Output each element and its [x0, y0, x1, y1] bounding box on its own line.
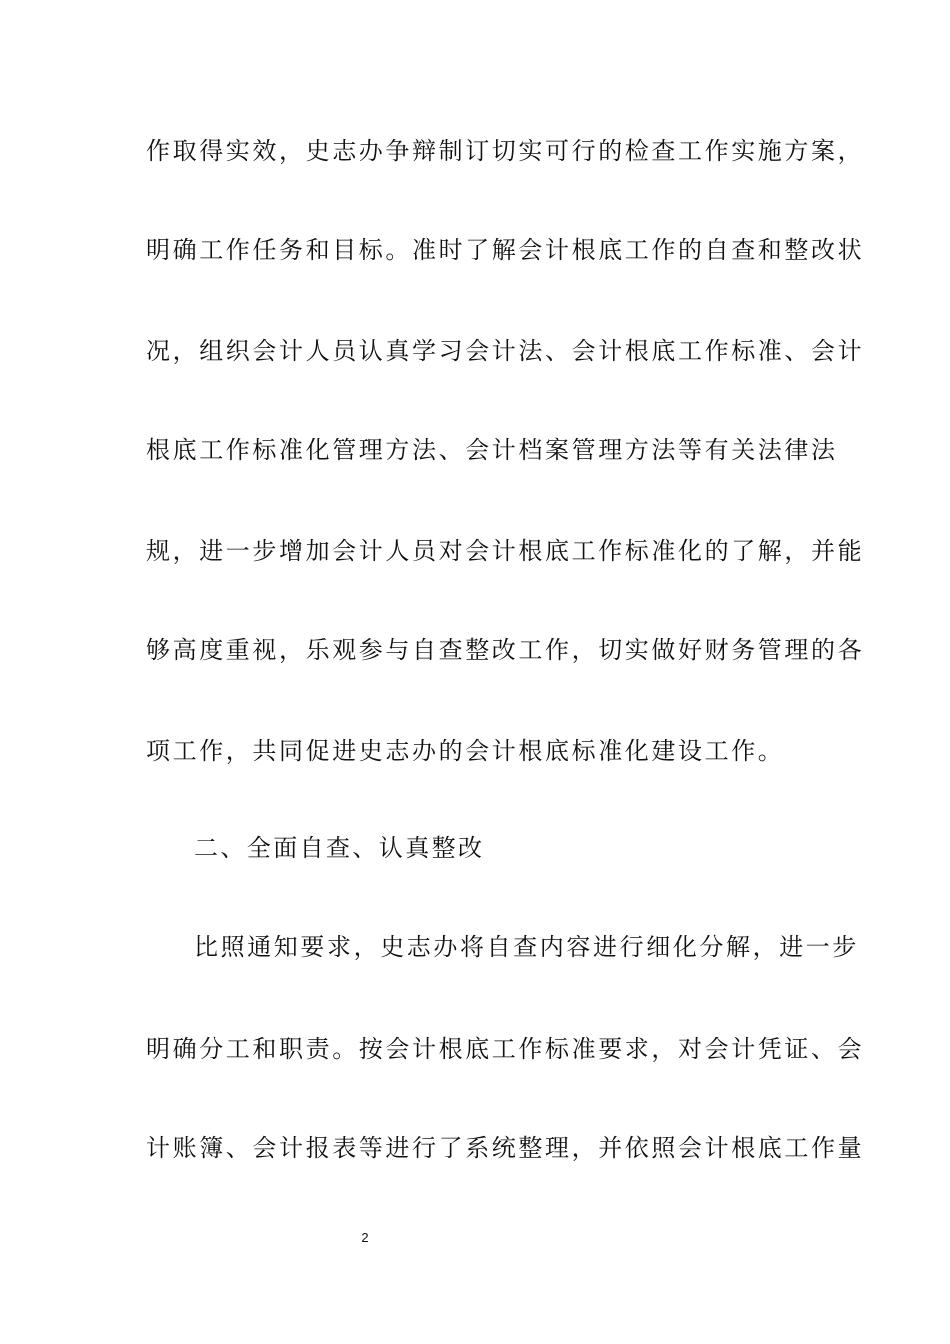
paragraph-line: 够高度重视，乐观参与自查整改工作，切实做好财务管理的各 [146, 636, 865, 664]
paragraph-line: 项工作，共同促进史志办的会计根底标准化建设工作。 [146, 737, 785, 765]
paragraph-line: 作取得实效，史志办争辩制订切实可行的检查工作实施方案， [146, 137, 865, 165]
paragraph-line: 明确工作任务和目标。准时了解会计根底工作的自查和整改状 [146, 236, 865, 264]
paragraph-line: 根底工作标准化管理方法、会计档案管理方法等有关法律法 [146, 436, 838, 464]
paragraph-line: 计账簿、会计报表等进行了系统整理，并依照会计根底工作量 [146, 1134, 865, 1162]
paragraph-line: 规，进一步增加会计人员对会计根底工作标准化的了解，并能 [146, 537, 865, 565]
paragraph-line: 比照通知要求，史志办将自查内容进行细化分解，进一步 [194, 933, 859, 961]
paragraph-line: 况，组织会计人员认真学习会计法、会计根底工作标准、会计 [146, 337, 865, 365]
section-heading: 二、全面自查、认真整改 [194, 834, 485, 862]
page-number: 2 [361, 1230, 369, 1245]
paragraph-line: 明确分工和职责。按会计根底工作标准要求，对会计凭证、会 [146, 1035, 865, 1063]
